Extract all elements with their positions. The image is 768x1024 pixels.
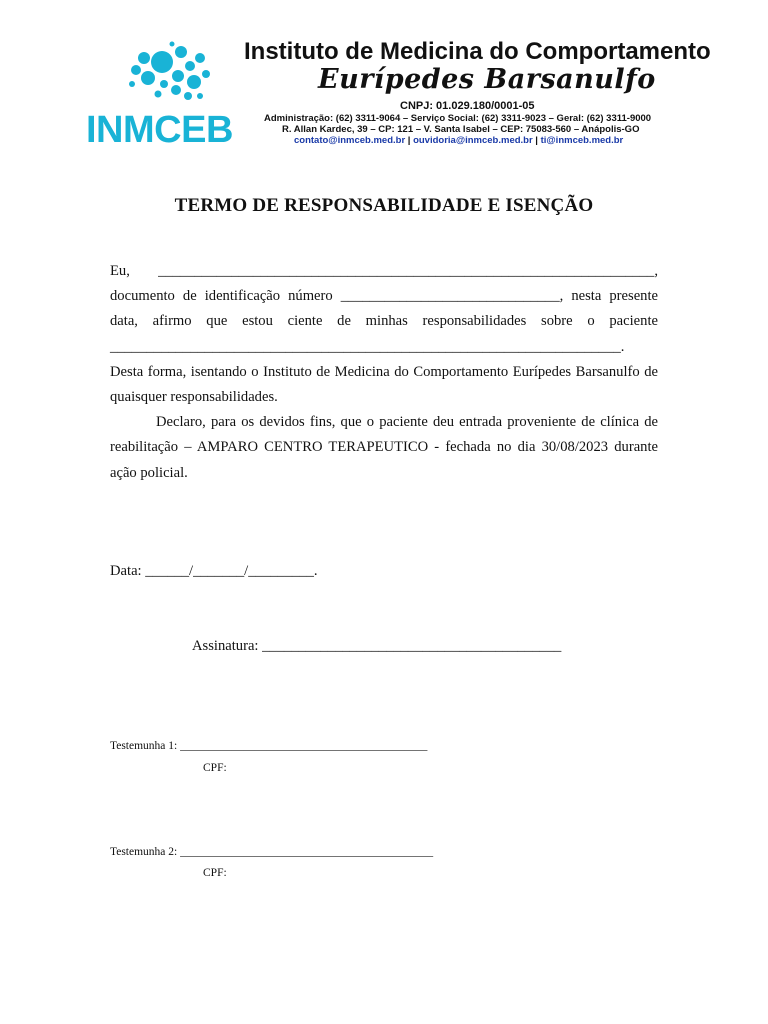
contact-emails bbox=[294, 135, 623, 146]
paragraph-declaration: Declaro, para os devidos fins, que o paciente deu entrada proveniente de clínica de reabilitação – AMPARO CENTRO TERAPEUTICO - fechada no dia 30/08/2023 durante ação policial. bbox=[110, 414, 658, 481]
email-separator: | bbox=[532, 135, 541, 146]
date-field[interactable]: Data: ______/_______/_________. bbox=[110, 563, 318, 579]
email-contato[interactable]: contato@inmceb.med.br bbox=[294, 135, 406, 146]
document-body bbox=[110, 259, 658, 486]
document-title: TERMO DE RESPONSABILIDADE E ISENÇÃO bbox=[174, 195, 594, 216]
witness-1-cpf-label: CPF: bbox=[203, 762, 227, 774]
witness-2-field[interactable]: Testemunha 2: ____________________________________________ bbox=[110, 846, 434, 858]
email-ouvidoria[interactable]: ouvidoria@inmceb.med.br bbox=[413, 135, 533, 146]
institution-name: Instituto de Medicina do Comportamento bbox=[244, 38, 711, 65]
witness-1-field[interactable]: Testemunha 1: ___________________________________________ bbox=[110, 740, 428, 752]
inmceb-logo bbox=[84, 40, 262, 152]
signature-field[interactable]: Assinatura: _________________________________________ bbox=[192, 638, 562, 654]
address: R. Allan Kardec, 39 – CP: 121 – V. Santa Isabel – CEP: 75083-560 – Anápolis-GO bbox=[282, 124, 640, 135]
email-separator: | bbox=[405, 135, 414, 146]
email-ti[interactable]: ti@inmceb.med.br bbox=[540, 135, 624, 146]
phone-numbers: Administração: (62) 3311-9064 – Serviço Social: (62) 3311-9023 – Geral: (62) 3311-9000 bbox=[264, 113, 652, 124]
cnpj: CNPJ: 01.029.180/0001-05 bbox=[400, 100, 535, 112]
logo-bubbles-icon bbox=[129, 42, 210, 101]
institution-subname: Eurípedes Barsanulfo bbox=[318, 64, 656, 95]
witness-2-cpf-label: CPF: bbox=[203, 867, 227, 879]
paragraph-responsibility: Eu, ____________________________________________________________________, documento de identificação número ______________________________, nesta presente data, afirmo que estou ciente de minhas responsabilidades sobre o paciente ______________________________________________________________________. Desta forma, isentando o Instituto de Medicina do Comportamento Eurípedes Barsanulfo de quaisquer responsabilidades. bbox=[110, 263, 658, 406]
logo-text: INMCEB bbox=[86, 109, 233, 151]
